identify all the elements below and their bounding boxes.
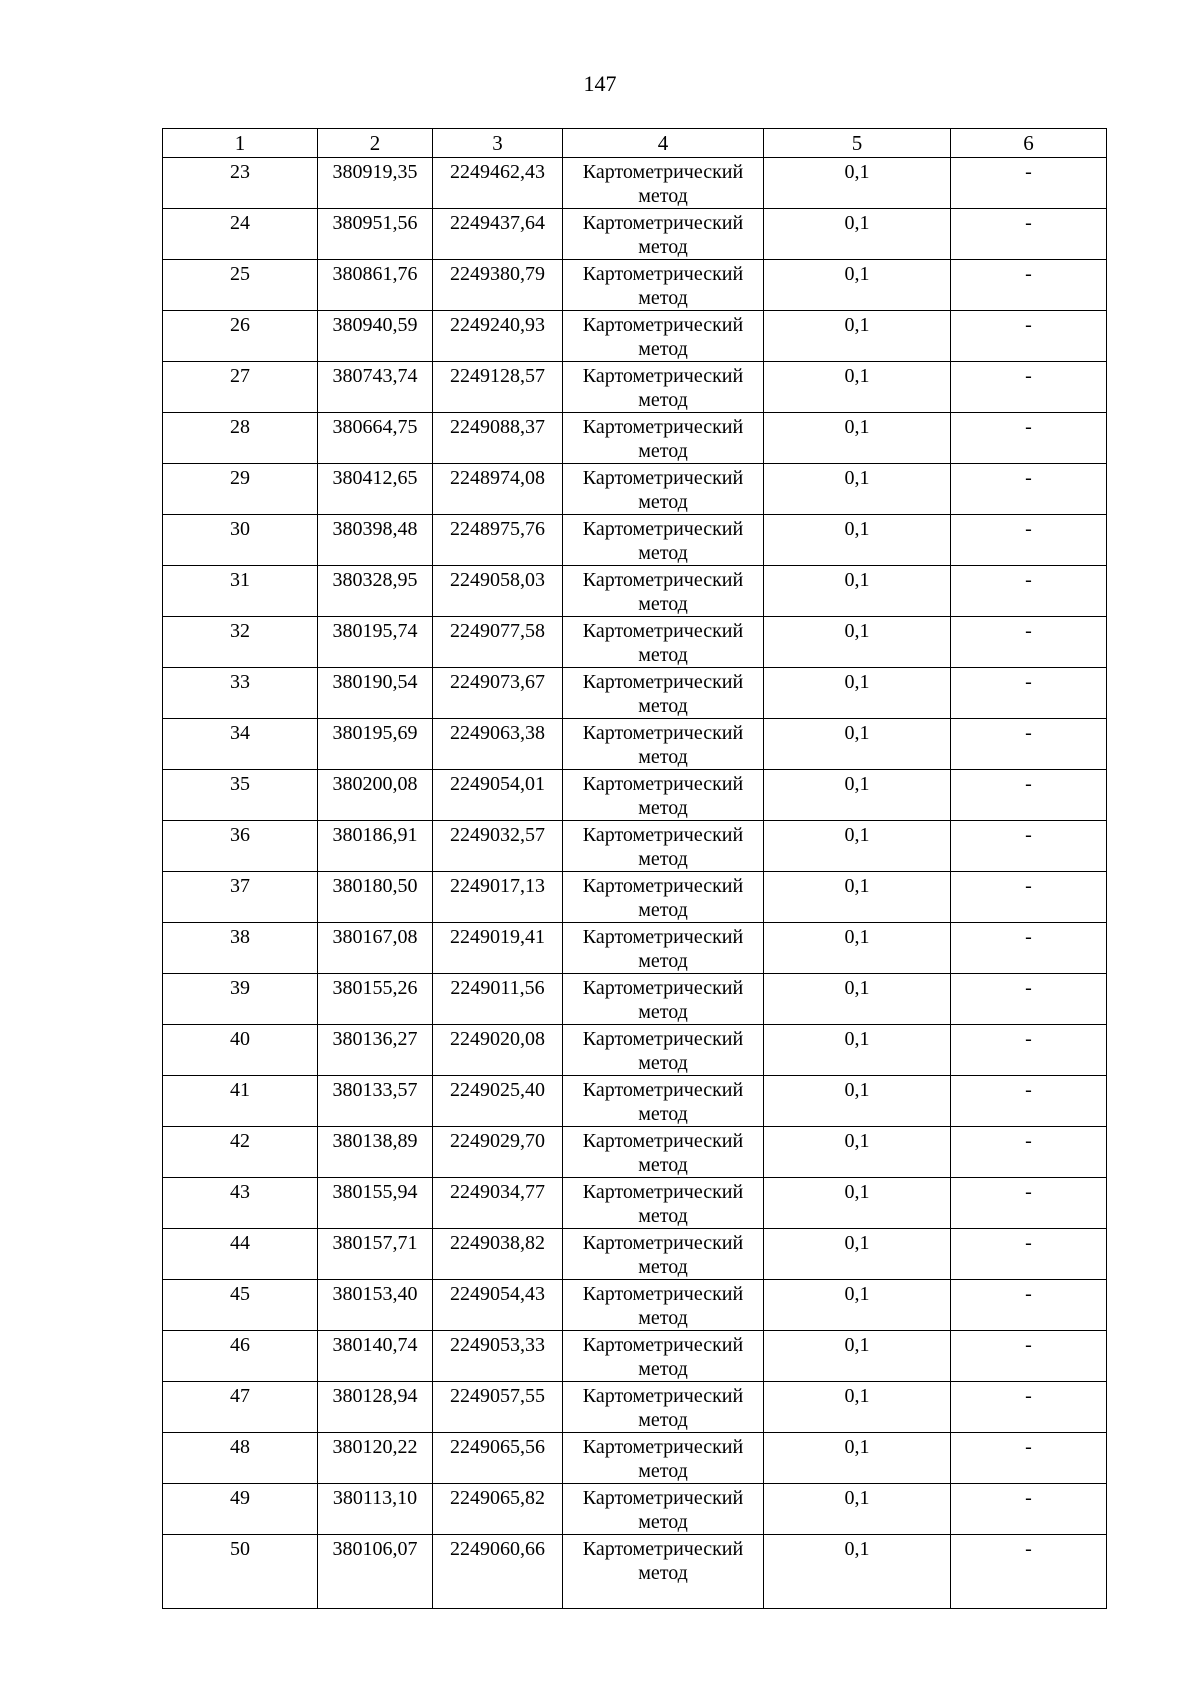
precision-cell: 0,1 <box>764 515 951 566</box>
note-cell: - <box>951 668 1107 719</box>
y-coordinate-cell: 2249437,64 <box>433 209 563 260</box>
precision-cell: 0,1 <box>764 974 951 1025</box>
method-cell: Картометрический метод <box>563 1280 764 1331</box>
method-cell: Картометрический метод <box>563 158 764 209</box>
table-row <box>163 1025 1107 1076</box>
table-row <box>163 923 1107 974</box>
method-cell: Картометрический метод <box>563 1127 764 1178</box>
precision-cell: 0,1 <box>764 1229 951 1280</box>
table-row <box>163 362 1107 413</box>
precision-cell: 0,1 <box>764 1433 951 1484</box>
table-row <box>163 413 1107 464</box>
x-coordinate-cell: 380190,54 <box>318 668 433 719</box>
table-row <box>163 566 1107 617</box>
x-coordinate-cell: 380106,07 <box>318 1535 433 1609</box>
precision-cell: 0,1 <box>764 923 951 974</box>
y-coordinate-cell: 2248974,08 <box>433 464 563 515</box>
note-cell: - <box>951 974 1107 1025</box>
column-header-2: 2 <box>318 129 433 158</box>
point-number-cell: 25 <box>163 260 318 311</box>
x-coordinate-cell: 380743,74 <box>318 362 433 413</box>
method-cell: Картометрический метод <box>563 362 764 413</box>
precision-cell: 0,1 <box>764 770 951 821</box>
method-cell: Картометрический метод <box>563 1535 764 1609</box>
y-coordinate-cell: 2249058,03 <box>433 566 563 617</box>
point-number-cell: 39 <box>163 974 318 1025</box>
x-coordinate-cell: 380328,95 <box>318 566 433 617</box>
column-header-6: 6 <box>951 129 1107 158</box>
precision-cell: 0,1 <box>764 668 951 719</box>
x-coordinate-cell: 380186,91 <box>318 821 433 872</box>
method-cell: Картометрический метод <box>563 872 764 923</box>
y-coordinate-cell: 2249060,66 <box>433 1535 563 1609</box>
precision-cell: 0,1 <box>764 362 951 413</box>
note-cell: - <box>951 1178 1107 1229</box>
x-coordinate-cell: 380398,48 <box>318 515 433 566</box>
table-row <box>163 1433 1107 1484</box>
precision-cell: 0,1 <box>764 158 951 209</box>
method-cell: Картометрический метод <box>563 1229 764 1280</box>
note-cell: - <box>951 209 1107 260</box>
precision-cell: 0,1 <box>764 1127 951 1178</box>
table-row <box>163 209 1107 260</box>
table-row <box>163 974 1107 1025</box>
point-number-cell: 33 <box>163 668 318 719</box>
method-cell: Картометрический метод <box>563 719 764 770</box>
note-cell: - <box>951 872 1107 923</box>
note-cell: - <box>951 311 1107 362</box>
note-cell: - <box>951 617 1107 668</box>
method-cell: Картометрический метод <box>563 1331 764 1382</box>
precision-cell: 0,1 <box>764 260 951 311</box>
y-coordinate-cell: 2249054,43 <box>433 1280 563 1331</box>
y-coordinate-cell: 2249054,01 <box>433 770 563 821</box>
precision-cell: 0,1 <box>764 311 951 362</box>
coordinates-table <box>162 128 1107 1609</box>
y-coordinate-cell: 2249017,13 <box>433 872 563 923</box>
precision-cell: 0,1 <box>764 1025 951 1076</box>
note-cell: - <box>951 1484 1107 1535</box>
method-cell: Картометрический метод <box>563 770 764 821</box>
method-cell: Картометрический метод <box>563 1382 764 1433</box>
point-number-cell: 44 <box>163 1229 318 1280</box>
method-cell: Картометрический метод <box>563 260 764 311</box>
note-cell: - <box>951 1229 1107 1280</box>
x-coordinate-cell: 380664,75 <box>318 413 433 464</box>
table-row <box>163 770 1107 821</box>
method-cell: Картометрический метод <box>563 1484 764 1535</box>
y-coordinate-cell: 2249019,41 <box>433 923 563 974</box>
precision-cell: 0,1 <box>764 464 951 515</box>
precision-cell: 0,1 <box>764 719 951 770</box>
point-number-cell: 43 <box>163 1178 318 1229</box>
method-cell: Картометрический метод <box>563 1433 764 1484</box>
y-coordinate-cell: 2248975,76 <box>433 515 563 566</box>
y-coordinate-cell: 2249038,82 <box>433 1229 563 1280</box>
precision-cell: 0,1 <box>764 1484 951 1535</box>
y-coordinate-cell: 2249053,33 <box>433 1331 563 1382</box>
note-cell: - <box>951 1280 1107 1331</box>
note-cell: - <box>951 1076 1107 1127</box>
note-cell: - <box>951 1535 1107 1609</box>
point-number-cell: 37 <box>163 872 318 923</box>
point-number-cell: 42 <box>163 1127 318 1178</box>
y-coordinate-cell: 2249029,70 <box>433 1127 563 1178</box>
table-row <box>163 1382 1107 1433</box>
x-coordinate-cell: 380155,26 <box>318 974 433 1025</box>
page-number: 147 <box>583 71 617 96</box>
note-cell: - <box>951 158 1107 209</box>
y-coordinate-cell: 2249088,37 <box>433 413 563 464</box>
x-coordinate-cell: 380155,94 <box>318 1178 433 1229</box>
point-number-cell: 34 <box>163 719 318 770</box>
point-number-cell: 36 <box>163 821 318 872</box>
column-header-5: 5 <box>764 129 951 158</box>
note-cell: - <box>951 413 1107 464</box>
precision-cell: 0,1 <box>764 413 951 464</box>
x-coordinate-cell: 380153,40 <box>318 1280 433 1331</box>
y-coordinate-cell: 2249077,58 <box>433 617 563 668</box>
precision-cell: 0,1 <box>764 617 951 668</box>
point-number-cell: 47 <box>163 1382 318 1433</box>
table-row <box>163 311 1107 362</box>
note-cell: - <box>951 515 1107 566</box>
table-row <box>163 1229 1107 1280</box>
method-cell: Картометрический метод <box>563 821 764 872</box>
method-cell: Картометрический метод <box>563 974 764 1025</box>
precision-cell: 0,1 <box>764 1178 951 1229</box>
table-row <box>163 1484 1107 1535</box>
note-cell: - <box>951 770 1107 821</box>
precision-cell: 0,1 <box>764 1280 951 1331</box>
table-row <box>163 158 1107 209</box>
method-cell: Картометрический метод <box>563 209 764 260</box>
note-cell: - <box>951 362 1107 413</box>
column-header-1: 1 <box>163 129 318 158</box>
precision-cell: 0,1 <box>764 1382 951 1433</box>
x-coordinate-cell: 380951,56 <box>318 209 433 260</box>
x-coordinate-cell: 380412,65 <box>318 464 433 515</box>
x-coordinate-cell: 380200,08 <box>318 770 433 821</box>
table-row <box>163 1535 1107 1609</box>
table-row <box>163 515 1107 566</box>
precision-cell: 0,1 <box>764 821 951 872</box>
point-number-cell: 30 <box>163 515 318 566</box>
x-coordinate-cell: 380128,94 <box>318 1382 433 1433</box>
point-number-cell: 35 <box>163 770 318 821</box>
x-coordinate-cell: 380940,59 <box>318 311 433 362</box>
x-coordinate-cell: 380133,57 <box>318 1076 433 1127</box>
method-cell: Картометрический метод <box>563 413 764 464</box>
point-number-cell: 41 <box>163 1076 318 1127</box>
x-coordinate-cell: 380861,76 <box>318 260 433 311</box>
point-number-cell: 46 <box>163 1331 318 1382</box>
y-coordinate-cell: 2249020,08 <box>433 1025 563 1076</box>
y-coordinate-cell: 2249011,56 <box>433 974 563 1025</box>
y-coordinate-cell: 2249063,38 <box>433 719 563 770</box>
y-coordinate-cell: 2249462,43 <box>433 158 563 209</box>
column-header-4: 4 <box>563 129 764 158</box>
point-number-cell: 28 <box>163 413 318 464</box>
method-cell: Картометрический метод <box>563 464 764 515</box>
method-cell: Картометрический метод <box>563 1025 764 1076</box>
point-number-cell: 38 <box>163 923 318 974</box>
point-number-cell: 27 <box>163 362 318 413</box>
precision-cell: 0,1 <box>764 1535 951 1609</box>
note-cell: - <box>951 464 1107 515</box>
y-coordinate-cell: 2249025,40 <box>433 1076 563 1127</box>
point-number-cell: 24 <box>163 209 318 260</box>
method-cell: Картометрический метод <box>563 923 764 974</box>
precision-cell: 0,1 <box>764 566 951 617</box>
point-number-cell: 50 <box>163 1535 318 1609</box>
note-cell: - <box>951 1382 1107 1433</box>
method-cell: Картометрический метод <box>563 311 764 362</box>
y-coordinate-cell: 2249240,93 <box>433 311 563 362</box>
precision-cell: 0,1 <box>764 872 951 923</box>
table-row <box>163 1331 1107 1382</box>
point-number-cell: 40 <box>163 1025 318 1076</box>
note-cell: - <box>951 1331 1107 1382</box>
note-cell: - <box>951 923 1107 974</box>
table-row <box>163 260 1107 311</box>
point-number-cell: 32 <box>163 617 318 668</box>
table-row <box>163 617 1107 668</box>
precision-cell: 0,1 <box>764 1331 951 1382</box>
table-row <box>163 668 1107 719</box>
note-cell: - <box>951 260 1107 311</box>
x-coordinate-cell: 380136,27 <box>318 1025 433 1076</box>
y-coordinate-cell: 2249065,56 <box>433 1433 563 1484</box>
x-coordinate-cell: 380195,69 <box>318 719 433 770</box>
point-number-cell: 26 <box>163 311 318 362</box>
table-header <box>163 129 1107 158</box>
y-coordinate-cell: 2249128,57 <box>433 362 563 413</box>
y-coordinate-cell: 2249034,77 <box>433 1178 563 1229</box>
note-cell: - <box>951 719 1107 770</box>
y-coordinate-cell: 2249065,82 <box>433 1484 563 1535</box>
method-cell: Картометрический метод <box>563 515 764 566</box>
point-number-cell: 31 <box>163 566 318 617</box>
column-header-3: 3 <box>433 129 563 158</box>
point-number-cell: 45 <box>163 1280 318 1331</box>
header-row <box>163 129 1107 158</box>
x-coordinate-cell: 380120,22 <box>318 1433 433 1484</box>
x-coordinate-cell: 380195,74 <box>318 617 433 668</box>
table-row <box>163 1127 1107 1178</box>
note-cell: - <box>951 566 1107 617</box>
y-coordinate-cell: 2249380,79 <box>433 260 563 311</box>
table-body <box>163 158 1107 1609</box>
note-cell: - <box>951 1025 1107 1076</box>
x-coordinate-cell: 380157,71 <box>318 1229 433 1280</box>
point-number-cell: 49 <box>163 1484 318 1535</box>
note-cell: - <box>951 1127 1107 1178</box>
method-cell: Картометрический метод <box>563 668 764 719</box>
x-coordinate-cell: 380140,74 <box>318 1331 433 1382</box>
y-coordinate-cell: 2249073,67 <box>433 668 563 719</box>
precision-cell: 0,1 <box>764 209 951 260</box>
point-number-cell: 23 <box>163 158 318 209</box>
x-coordinate-cell: 380919,35 <box>318 158 433 209</box>
x-coordinate-cell: 380138,89 <box>318 1127 433 1178</box>
point-number-cell: 48 <box>163 1433 318 1484</box>
table-row <box>163 719 1107 770</box>
method-cell: Картометрический метод <box>563 1076 764 1127</box>
y-coordinate-cell: 2249032,57 <box>433 821 563 872</box>
precision-cell: 0,1 <box>764 1076 951 1127</box>
method-cell: Картометрический метод <box>563 1178 764 1229</box>
x-coordinate-cell: 380167,08 <box>318 923 433 974</box>
note-cell: - <box>951 1433 1107 1484</box>
y-coordinate-cell: 2249057,55 <box>433 1382 563 1433</box>
point-number-cell: 29 <box>163 464 318 515</box>
x-coordinate-cell: 380180,50 <box>318 872 433 923</box>
table-row <box>163 821 1107 872</box>
table-row <box>163 1076 1107 1127</box>
note-cell: - <box>951 821 1107 872</box>
table-row <box>163 1178 1107 1229</box>
method-cell: Картометрический метод <box>563 617 764 668</box>
table-row <box>163 1280 1107 1331</box>
table-row <box>163 872 1107 923</box>
x-coordinate-cell: 380113,10 <box>318 1484 433 1535</box>
table-row <box>163 464 1107 515</box>
method-cell: Картометрический метод <box>563 566 764 617</box>
